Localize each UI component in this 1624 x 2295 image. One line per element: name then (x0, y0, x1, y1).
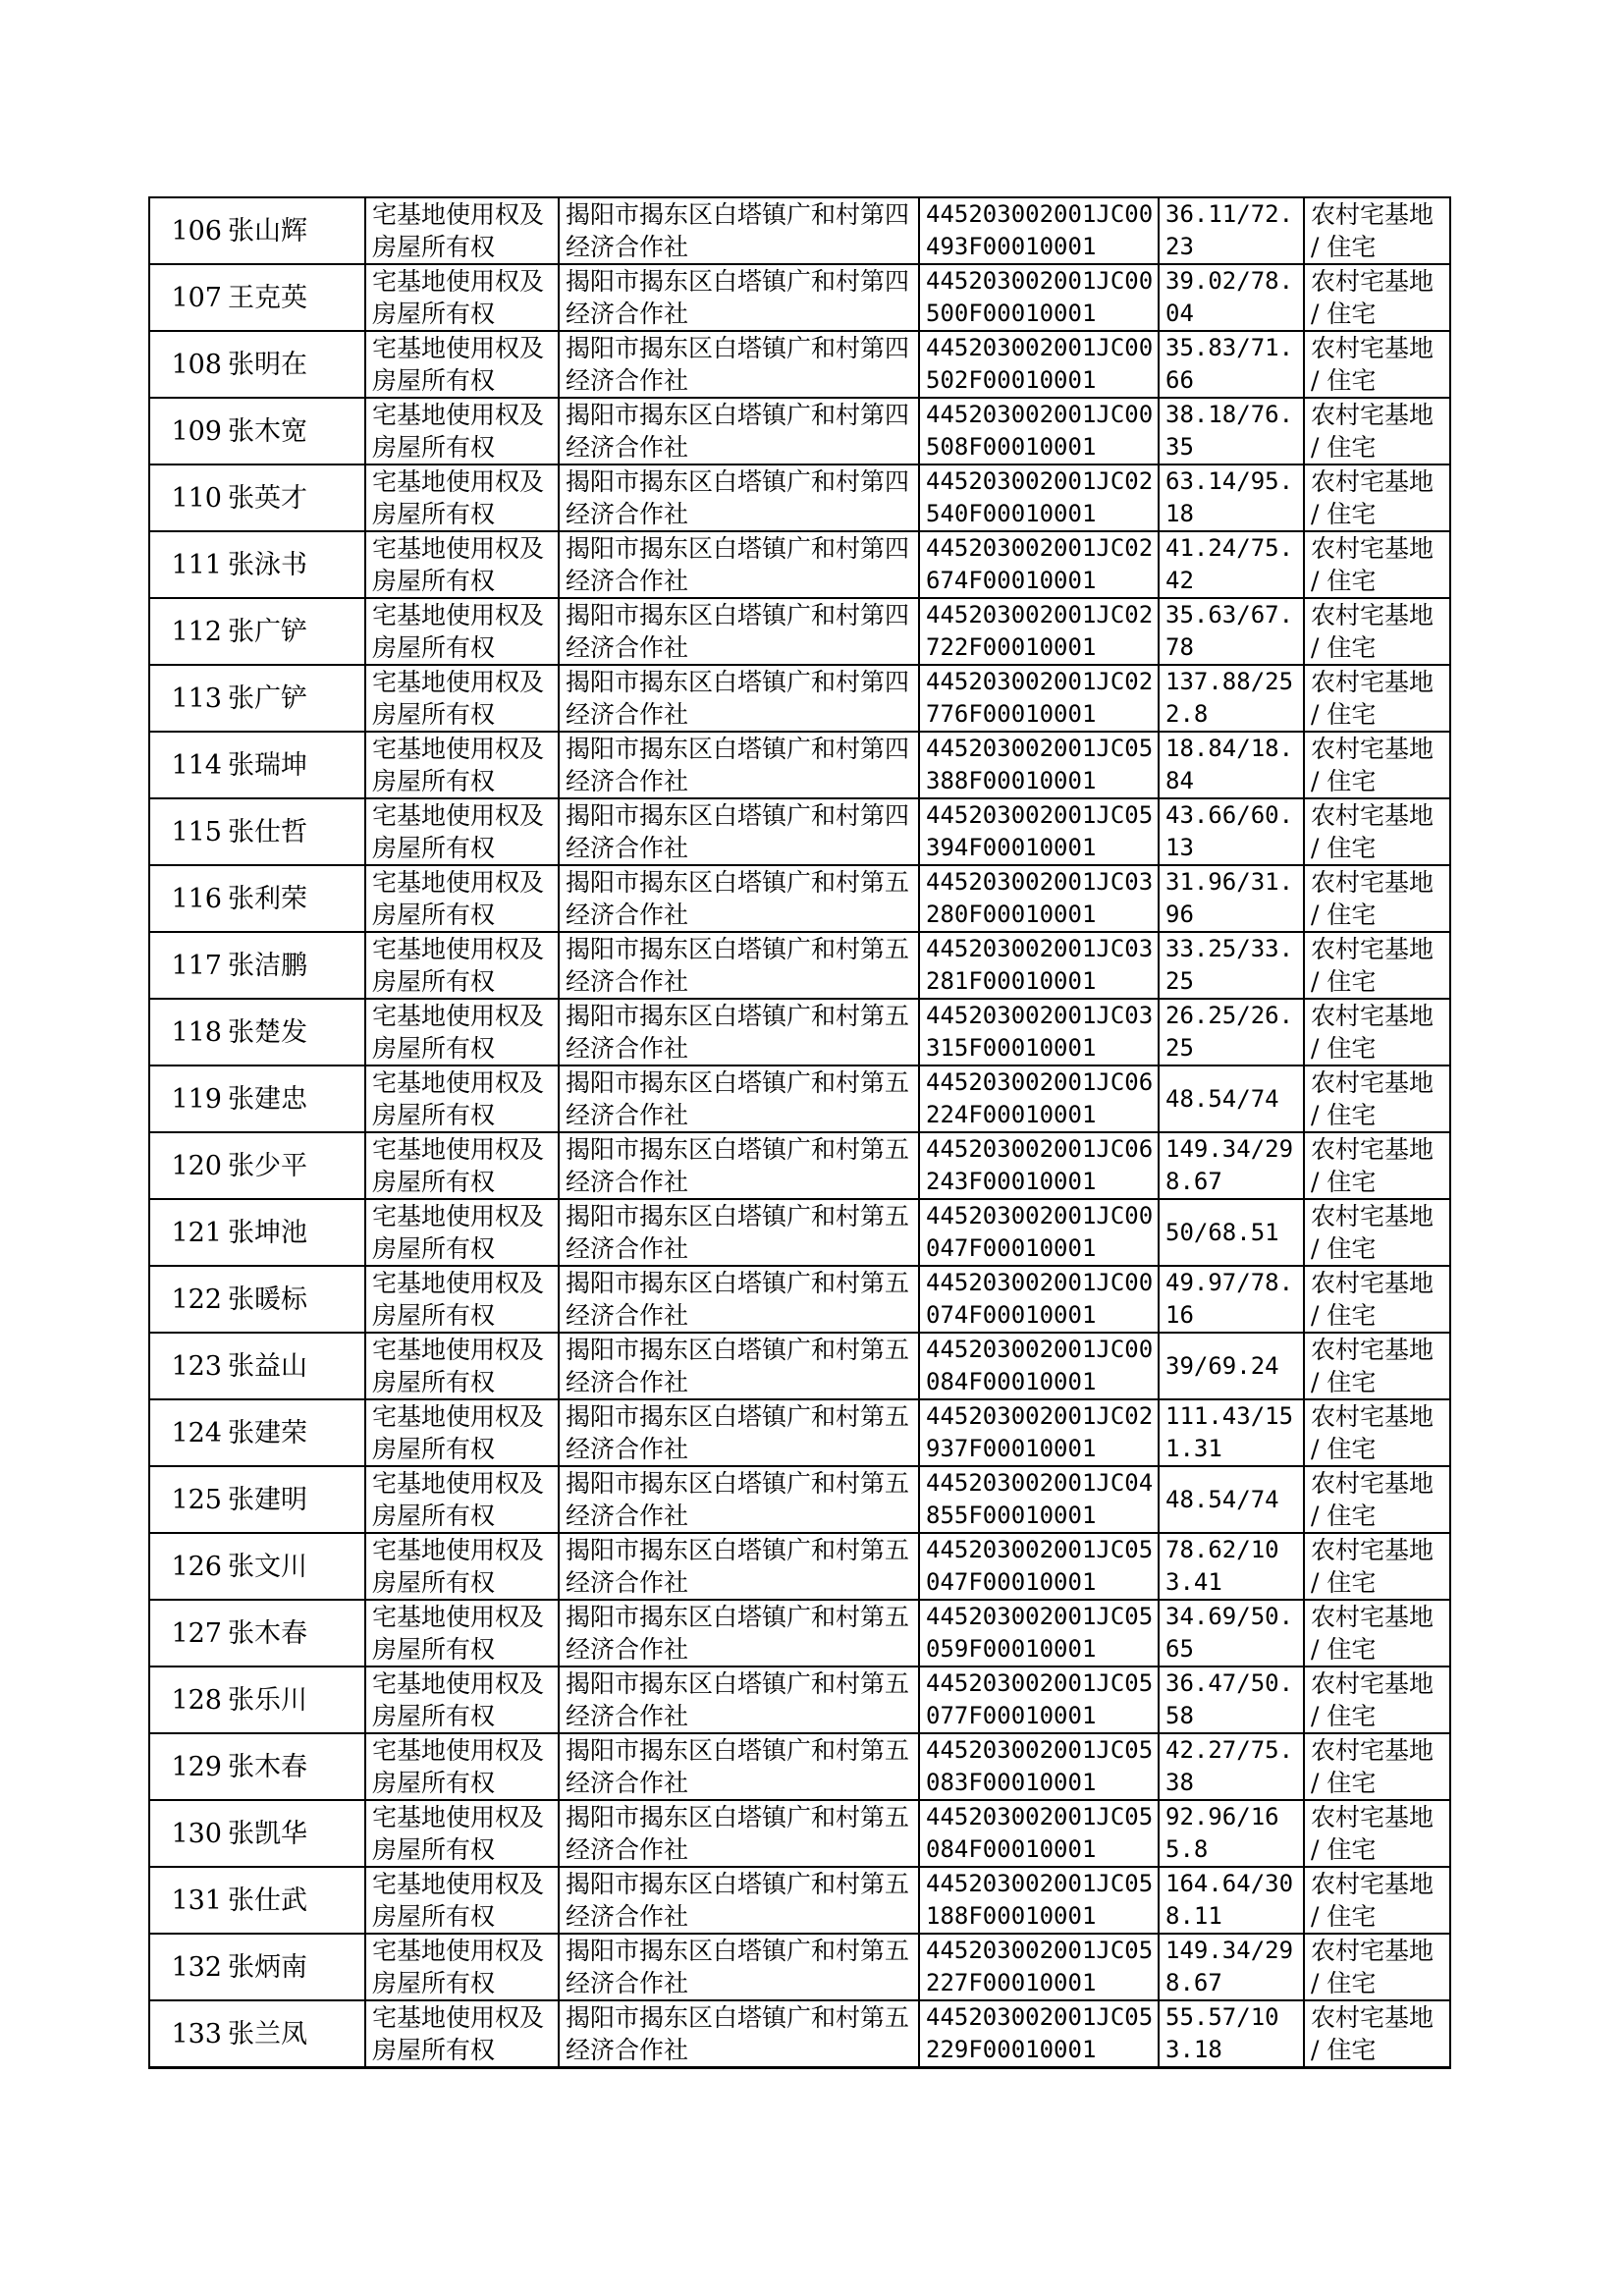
owner-name-cell: 王克英 (226, 264, 365, 331)
owner-name-cell: 张炳南 (226, 1934, 365, 2000)
area-value-cell: 92.96/165.8 (1159, 1800, 1304, 1867)
right-type-cell: 宅基地使用权及房屋所有权 (365, 999, 559, 1066)
area-value-cell: 35.63/67.78 (1159, 598, 1304, 665)
owner-name-cell: 张泳书 (226, 531, 365, 598)
area-value-cell: 63.14/95.18 (1159, 464, 1304, 531)
owner-name-cell: 张兰凤 (226, 2000, 365, 2068)
land-use-cell: 农村宅基地 / 住宅 (1304, 1466, 1450, 1533)
area-value-cell: 41.24/75.42 (1159, 531, 1304, 598)
table-row (149, 865, 1450, 932)
collective-organization-cell: 揭阳市揭东区白塔镇广和村第四经济合作社 (559, 531, 919, 598)
table-row (149, 464, 1450, 531)
area-value-cell: 149.34/298.67 (1159, 1132, 1304, 1199)
table-row (149, 264, 1450, 331)
owner-name-cell: 张凯华 (226, 1800, 365, 1867)
right-type-cell: 宅基地使用权及房屋所有权 (365, 665, 559, 732)
right-type-cell: 宅基地使用权及房屋所有权 (365, 398, 559, 464)
row-number-cell: 106 (149, 197, 226, 264)
owner-name-cell: 张木宽 (226, 398, 365, 464)
right-type-cell: 宅基地使用权及房屋所有权 (365, 1600, 559, 1667)
collective-organization-cell: 揭阳市揭东区白塔镇广和村第四经济合作社 (559, 197, 919, 264)
collective-organization-cell: 揭阳市揭东区白塔镇广和村第五经济合作社 (559, 1934, 919, 2000)
right-type-cell: 宅基地使用权及房屋所有权 (365, 732, 559, 798)
table-row (149, 197, 1450, 264)
table-row (149, 2000, 1450, 2068)
table-row (149, 1466, 1450, 1533)
unit-code-cell: 445203002001JC02674F00010001 (919, 531, 1159, 598)
area-value-cell: 26.25/26.25 (1159, 999, 1304, 1066)
owner-name-cell: 张楚发 (226, 999, 365, 1066)
land-use-cell: 农村宅基地 / 住宅 (1304, 1533, 1450, 1600)
collective-organization-cell: 揭阳市揭东区白塔镇广和村第五经济合作社 (559, 1733, 919, 1800)
owner-name-cell: 张英才 (226, 464, 365, 531)
right-type-cell: 宅基地使用权及房屋所有权 (365, 197, 559, 264)
right-type-cell: 宅基地使用权及房屋所有权 (365, 1667, 559, 1733)
area-value-cell: 36.11/72.23 (1159, 197, 1304, 264)
unit-code-cell: 445203002001JC02776F00010001 (919, 665, 1159, 732)
right-type-cell: 宅基地使用权及房屋所有权 (365, 1199, 559, 1266)
collective-organization-cell: 揭阳市揭东区白塔镇广和村第五经济合作社 (559, 1533, 919, 1600)
area-value-cell: 42.27/75.38 (1159, 1733, 1304, 1800)
row-number-cell: 127 (149, 1600, 226, 1667)
row-number-cell: 115 (149, 798, 226, 865)
land-use-cell: 农村宅基地 / 住宅 (1304, 531, 1450, 598)
collective-organization-cell: 揭阳市揭东区白塔镇广和村第五经济合作社 (559, 1399, 919, 1466)
owner-name-cell: 张益山 (226, 1333, 365, 1399)
collective-organization-cell: 揭阳市揭东区白塔镇广和村第五经济合作社 (559, 1266, 919, 1333)
unit-code-cell: 445203002001JC05188F00010001 (919, 1867, 1159, 1934)
right-type-cell: 宅基地使用权及房屋所有权 (365, 1399, 559, 1466)
area-value-cell: 34.69/50.65 (1159, 1600, 1304, 1667)
land-use-cell: 农村宅基地 / 住宅 (1304, 331, 1450, 398)
right-type-cell: 宅基地使用权及房屋所有权 (365, 264, 559, 331)
unit-code-cell: 445203002001JC05084F00010001 (919, 1800, 1159, 1867)
right-type-cell: 宅基地使用权及房屋所有权 (365, 531, 559, 598)
collective-organization-cell: 揭阳市揭东区白塔镇广和村第五经济合作社 (559, 1066, 919, 1132)
right-type-cell: 宅基地使用权及房屋所有权 (365, 1867, 559, 1934)
unit-code-cell: 445203002001JC02722F00010001 (919, 598, 1159, 665)
unit-code-cell: 445203002001JC03281F00010001 (919, 932, 1159, 999)
row-number-cell: 120 (149, 1132, 226, 1199)
area-value-cell: 50/68.51 (1159, 1199, 1304, 1266)
row-number-cell: 131 (149, 1867, 226, 1934)
owner-name-cell: 张建忠 (226, 1066, 365, 1132)
area-value-cell: 55.57/103.18 (1159, 2000, 1304, 2068)
owner-name-cell: 张建荣 (226, 1399, 365, 1466)
row-number-cell: 110 (149, 464, 226, 531)
area-value-cell: 43.66/60.13 (1159, 798, 1304, 865)
table-row (149, 732, 1450, 798)
row-number-cell: 121 (149, 1199, 226, 1266)
row-number-cell: 119 (149, 1066, 226, 1132)
owner-name-cell: 张山辉 (226, 197, 365, 264)
right-type-cell: 宅基地使用权及房屋所有权 (365, 865, 559, 932)
land-use-cell: 农村宅基地 / 住宅 (1304, 1066, 1450, 1132)
unit-code-cell: 445203002001JC05388F00010001 (919, 732, 1159, 798)
table-row (149, 1867, 1450, 1934)
unit-code-cell: 445203002001JC05059F00010001 (919, 1600, 1159, 1667)
land-use-cell: 农村宅基地 / 住宅 (1304, 264, 1450, 331)
land-use-cell: 农村宅基地 / 住宅 (1304, 197, 1450, 264)
owner-name-cell: 张明在 (226, 331, 365, 398)
collective-organization-cell: 揭阳市揭东区白塔镇广和村第五经济合作社 (559, 1667, 919, 1733)
collective-organization-cell: 揭阳市揭东区白塔镇广和村第四经济合作社 (559, 665, 919, 732)
area-value-cell: 38.18/76.35 (1159, 398, 1304, 464)
right-type-cell: 宅基地使用权及房屋所有权 (365, 1533, 559, 1600)
collective-organization-cell: 揭阳市揭东区白塔镇广和村第五经济合作社 (559, 932, 919, 999)
table-row (149, 1667, 1450, 1733)
area-value-cell: 149.34/298.67 (1159, 1934, 1304, 2000)
table-row (149, 798, 1450, 865)
land-use-cell: 农村宅基地 / 住宅 (1304, 398, 1450, 464)
collective-organization-cell: 揭阳市揭东区白塔镇广和村第五经济合作社 (559, 1867, 919, 1934)
table-row (149, 999, 1450, 1066)
owner-name-cell: 张木春 (226, 1733, 365, 1800)
unit-code-cell: 445203002001JC00074F00010001 (919, 1266, 1159, 1333)
unit-code-cell: 445203002001JC06224F00010001 (919, 1066, 1159, 1132)
row-number-cell: 125 (149, 1466, 226, 1533)
collective-organization-cell: 揭阳市揭东区白塔镇广和村第四经济合作社 (559, 398, 919, 464)
unit-code-cell: 445203002001JC00500F00010001 (919, 264, 1159, 331)
right-type-cell: 宅基地使用权及房屋所有权 (365, 1733, 559, 1800)
row-number-cell: 126 (149, 1533, 226, 1600)
area-value-cell: 111.43/151.31 (1159, 1399, 1304, 1466)
right-type-cell: 宅基地使用权及房屋所有权 (365, 1066, 559, 1132)
row-number-cell: 129 (149, 1733, 226, 1800)
table-row (149, 1066, 1450, 1132)
row-number-cell: 117 (149, 932, 226, 999)
owner-name-cell: 张洁鹏 (226, 932, 365, 999)
area-value-cell: 164.64/308.11 (1159, 1867, 1304, 1934)
land-use-cell: 农村宅基地 / 住宅 (1304, 798, 1450, 865)
unit-code-cell: 445203002001JC05047F00010001 (919, 1533, 1159, 1600)
table-row (149, 1199, 1450, 1266)
row-number-cell: 124 (149, 1399, 226, 1466)
land-use-cell: 农村宅基地 / 住宅 (1304, 1199, 1450, 1266)
area-value-cell: 36.47/50.58 (1159, 1667, 1304, 1733)
land-use-cell: 农村宅基地 / 住宅 (1304, 1600, 1450, 1667)
unit-code-cell: 445203002001JC04855F00010001 (919, 1466, 1159, 1533)
row-number-cell: 113 (149, 665, 226, 732)
row-number-cell: 133 (149, 2000, 226, 2068)
owner-name-cell: 张仕武 (226, 1867, 365, 1934)
right-type-cell: 宅基地使用权及房屋所有权 (365, 932, 559, 999)
owner-name-cell: 张文川 (226, 1533, 365, 1600)
table-row (149, 932, 1450, 999)
table-row (149, 1266, 1450, 1333)
area-value-cell: 39/69.24 (1159, 1333, 1304, 1399)
table-row (149, 1800, 1450, 1867)
land-use-cell: 农村宅基地 / 住宅 (1304, 732, 1450, 798)
land-use-cell: 农村宅基地 / 住宅 (1304, 1266, 1450, 1333)
area-value-cell: 18.84/18.84 (1159, 732, 1304, 798)
right-type-cell: 宅基地使用权及房屋所有权 (365, 1934, 559, 2000)
area-value-cell: 35.83/71.66 (1159, 331, 1304, 398)
table-row (149, 1600, 1450, 1667)
unit-code-cell: 445203002001JC00502F00010001 (919, 331, 1159, 398)
land-use-cell: 农村宅基地 / 住宅 (1304, 1132, 1450, 1199)
collective-organization-cell: 揭阳市揭东区白塔镇广和村第四经济合作社 (559, 331, 919, 398)
right-type-cell: 宅基地使用权及房屋所有权 (365, 598, 559, 665)
right-type-cell: 宅基地使用权及房屋所有权 (365, 1132, 559, 1199)
land-use-cell: 农村宅基地 / 住宅 (1304, 2000, 1450, 2068)
collective-organization-cell: 揭阳市揭东区白塔镇广和村第五经济合作社 (559, 1199, 919, 1266)
land-use-cell: 农村宅基地 / 住宅 (1304, 1733, 1450, 1800)
area-value-cell: 48.54/74 (1159, 1466, 1304, 1533)
right-type-cell: 宅基地使用权及房屋所有权 (365, 464, 559, 531)
row-number-cell: 109 (149, 398, 226, 464)
land-use-cell: 农村宅基地 / 住宅 (1304, 1934, 1450, 2000)
table-row (149, 531, 1450, 598)
collective-organization-cell: 揭阳市揭东区白塔镇广和村第五经济合作社 (559, 1333, 919, 1399)
area-value-cell: 137.88/252.8 (1159, 665, 1304, 732)
right-type-cell: 宅基地使用权及房屋所有权 (365, 798, 559, 865)
table-row (149, 1533, 1450, 1600)
unit-code-cell: 445203002001JC05227F00010001 (919, 1934, 1159, 2000)
owner-name-cell: 张建明 (226, 1466, 365, 1533)
collective-organization-cell: 揭阳市揭东区白塔镇广和村第五经济合作社 (559, 1600, 919, 1667)
land-use-cell: 农村宅基地 / 住宅 (1304, 1800, 1450, 1867)
unit-code-cell: 445203002001JC00508F00010001 (919, 398, 1159, 464)
collective-organization-cell: 揭阳市揭东区白塔镇广和村第四经济合作社 (559, 464, 919, 531)
owner-name-cell: 张广铲 (226, 598, 365, 665)
owner-name-cell: 张广铲 (226, 665, 365, 732)
land-use-cell: 农村宅基地 / 住宅 (1304, 865, 1450, 932)
area-value-cell: 33.25/33.25 (1159, 932, 1304, 999)
right-type-cell: 宅基地使用权及房屋所有权 (365, 331, 559, 398)
collective-organization-cell: 揭阳市揭东区白塔镇广和村第四经济合作社 (559, 264, 919, 331)
owner-name-cell: 张乐川 (226, 1667, 365, 1733)
table-row (149, 1333, 1450, 1399)
unit-code-cell: 445203002001JC05229F00010001 (919, 2000, 1159, 2068)
collective-organization-cell: 揭阳市揭东区白塔镇广和村第五经济合作社 (559, 2000, 919, 2068)
collective-organization-cell: 揭阳市揭东区白塔镇广和村第五经济合作社 (559, 999, 919, 1066)
row-number-cell: 122 (149, 1266, 226, 1333)
right-type-cell: 宅基地使用权及房屋所有权 (365, 1466, 559, 1533)
table-row (149, 331, 1450, 398)
unit-code-cell: 445203002001JC02540F00010001 (919, 464, 1159, 531)
land-use-cell: 农村宅基地 / 住宅 (1304, 1333, 1450, 1399)
unit-code-cell: 445203002001JC02937F00010001 (919, 1399, 1159, 1466)
collective-organization-cell: 揭阳市揭东区白塔镇广和村第四经济合作社 (559, 732, 919, 798)
owner-name-cell: 张瑞坤 (226, 732, 365, 798)
collective-organization-cell: 揭阳市揭东区白塔镇广和村第四经济合作社 (559, 598, 919, 665)
right-type-cell: 宅基地使用权及房屋所有权 (365, 1800, 559, 1867)
unit-code-cell: 445203002001JC00493F00010001 (919, 197, 1159, 264)
area-value-cell: 49.97/78.16 (1159, 1266, 1304, 1333)
land-use-cell: 农村宅基地 / 住宅 (1304, 665, 1450, 732)
table-row (149, 665, 1450, 732)
row-number-cell: 114 (149, 732, 226, 798)
unit-code-cell: 445203002001JC03280F00010001 (919, 865, 1159, 932)
land-use-cell: 农村宅基地 / 住宅 (1304, 932, 1450, 999)
owner-name-cell: 张暖标 (226, 1266, 365, 1333)
land-use-cell: 农村宅基地 / 住宅 (1304, 1867, 1450, 1934)
table-body (149, 197, 1450, 2068)
owner-name-cell: 张仕哲 (226, 798, 365, 865)
land-use-cell: 农村宅基地 / 住宅 (1304, 598, 1450, 665)
collective-organization-cell: 揭阳市揭东区白塔镇广和村第四经济合作社 (559, 798, 919, 865)
row-number-cell: 132 (149, 1934, 226, 2000)
collective-organization-cell: 揭阳市揭东区白塔镇广和村第五经济合作社 (559, 1132, 919, 1199)
unit-code-cell: 445203002001JC00084F00010001 (919, 1333, 1159, 1399)
collective-organization-cell: 揭阳市揭东区白塔镇广和村第五经济合作社 (559, 865, 919, 932)
right-type-cell: 宅基地使用权及房屋所有权 (365, 1333, 559, 1399)
row-number-cell: 130 (149, 1800, 226, 1867)
row-number-cell: 123 (149, 1333, 226, 1399)
land-use-cell: 农村宅基地 / 住宅 (1304, 1399, 1450, 1466)
area-value-cell: 39.02/78.04 (1159, 264, 1304, 331)
row-number-cell: 108 (149, 331, 226, 398)
row-number-cell: 112 (149, 598, 226, 665)
owner-name-cell: 张坤池 (226, 1199, 365, 1266)
collective-organization-cell: 揭阳市揭东区白塔镇广和村第五经济合作社 (559, 1466, 919, 1533)
unit-code-cell: 445203002001JC03315F00010001 (919, 999, 1159, 1066)
right-type-cell: 宅基地使用权及房屋所有权 (365, 2000, 559, 2068)
table-row (149, 1399, 1450, 1466)
area-value-cell: 78.62/103.41 (1159, 1533, 1304, 1600)
right-type-cell: 宅基地使用权及房屋所有权 (365, 1266, 559, 1333)
table-row (149, 1132, 1450, 1199)
collective-organization-cell: 揭阳市揭东区白塔镇广和村第五经济合作社 (559, 1800, 919, 1867)
row-number-cell: 107 (149, 264, 226, 331)
land-use-cell: 农村宅基地 / 住宅 (1304, 464, 1450, 531)
unit-code-cell: 445203002001JC00047F00010001 (919, 1199, 1159, 1266)
property-rights-table (148, 196, 1451, 2069)
row-number-cell: 111 (149, 531, 226, 598)
row-number-cell: 118 (149, 999, 226, 1066)
table-row (149, 1733, 1450, 1800)
area-value-cell: 48.54/74 (1159, 1066, 1304, 1132)
land-use-cell: 农村宅基地 / 住宅 (1304, 1667, 1450, 1733)
table-row (149, 1934, 1450, 2000)
unit-code-cell: 445203002001JC05394F00010001 (919, 798, 1159, 865)
row-number-cell: 128 (149, 1667, 226, 1733)
owner-name-cell: 张少平 (226, 1132, 365, 1199)
owner-name-cell: 张利荣 (226, 865, 365, 932)
unit-code-cell: 445203002001JC05077F00010001 (919, 1667, 1159, 1733)
table-row (149, 398, 1450, 464)
row-number-cell: 116 (149, 865, 226, 932)
owner-name-cell: 张木春 (226, 1600, 365, 1667)
unit-code-cell: 445203002001JC06243F00010001 (919, 1132, 1159, 1199)
area-value-cell: 31.96/31.96 (1159, 865, 1304, 932)
land-use-cell: 农村宅基地 / 住宅 (1304, 999, 1450, 1066)
table-row (149, 598, 1450, 665)
unit-code-cell: 445203002001JC05083F00010001 (919, 1733, 1159, 1800)
